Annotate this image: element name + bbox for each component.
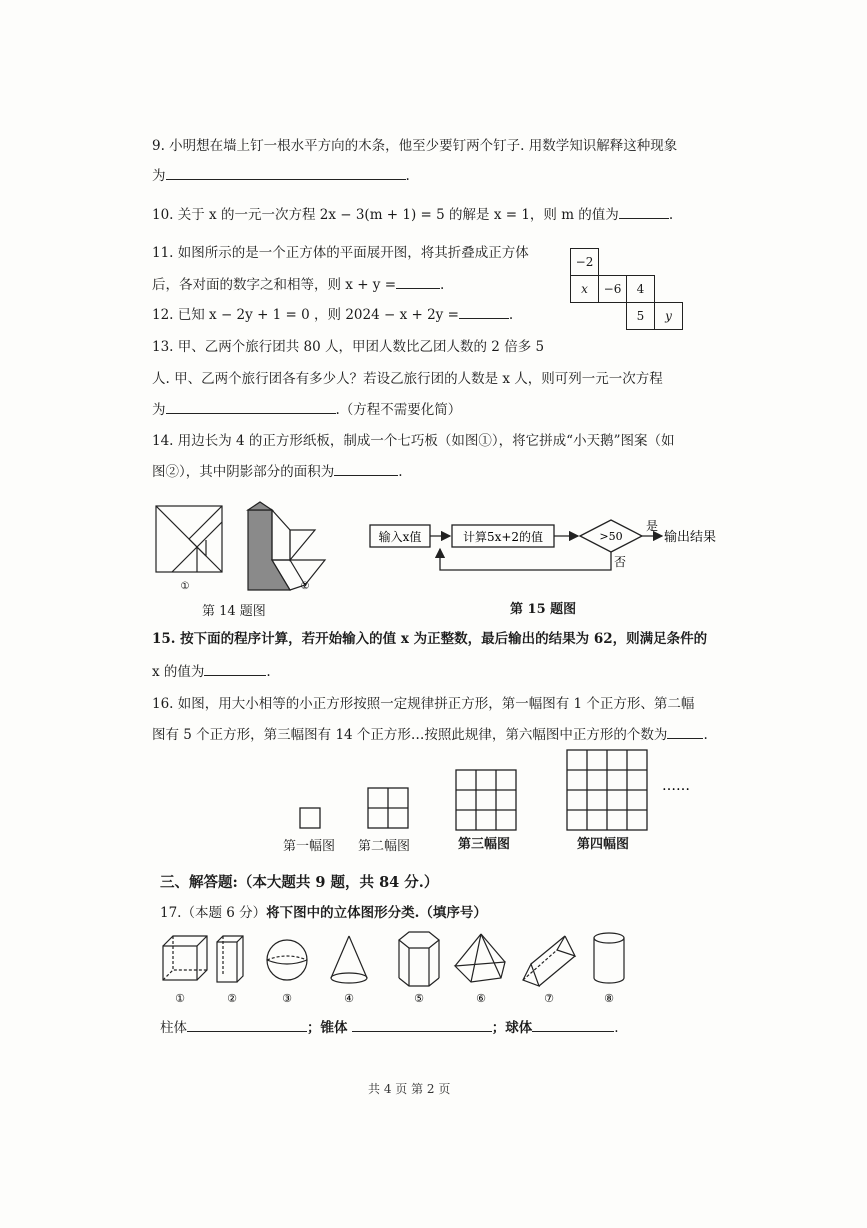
flow-condition-label: >50 — [599, 530, 623, 543]
net-cell: −2 — [571, 249, 599, 276]
solid-cone — [331, 936, 367, 983]
answer-sphere-label: ；球体 — [491, 1020, 533, 1036]
q12-suffix: . — [508, 307, 514, 323]
pattern-ellipsis: …… — [662, 778, 690, 794]
grid-3x3 — [456, 770, 516, 830]
q12 — [152, 306, 513, 324]
solid-cylinder — [594, 933, 624, 983]
q16-line2 — [152, 726, 708, 744]
flowchart-figure — [368, 512, 728, 576]
q15-line1: 15. 按下面的程序计算，若开始输入的值 x 为正整数，最后输出的结果为 62，则满足条件的 — [152, 631, 708, 647]
solid-label-5: ⑤ — [414, 992, 424, 1005]
q11-line1: 11. 如图所示的是一个正方体的平面展开图，将其折叠成正方体 — [152, 245, 529, 261]
swan-shaded-region — [248, 510, 290, 590]
q16-text: 图有 5 个正方形，第三幅图有 14 个正方形…按照此规律，第六幅图中正方形的个数为 — [152, 727, 668, 743]
fig16-cap3: 第三幅图 — [458, 837, 511, 852]
solid-hex-prism — [399, 932, 439, 986]
grid-1x1 — [300, 808, 320, 828]
q16-line1: 16. 如图，用大小相等的小正方形按照一定规律拼正方形，第一幅图有 1 个正方形、第二幅 — [152, 696, 695, 712]
flow-input-label: 输入x值 — [378, 530, 422, 544]
answer-pyramid-label: ；锥体 — [307, 1020, 348, 1036]
solid-label-4: ④ — [344, 992, 354, 1005]
fig14-label1: ① — [180, 581, 190, 592]
answer-pyramid-blank[interactable] — [352, 1019, 492, 1032]
q14-answer-blank[interactable] — [334, 463, 398, 476]
answer-prism-blank[interactable] — [187, 1019, 307, 1032]
fig16-cap1: 第一幅图 — [283, 839, 336, 854]
net-cell: y — [655, 303, 683, 330]
solid-tri-prism — [523, 936, 575, 986]
answer-prism-label: 柱体 — [160, 1020, 187, 1036]
fig16-cap4: 第四幅图 — [577, 837, 630, 852]
q13-answer-blank[interactable] — [166, 401, 336, 414]
q13-suffix: .（方程不需要化简） — [335, 402, 462, 418]
q17-end: . — [614, 1020, 619, 1036]
q13-line1: 13. 甲、乙两个旅行团共 80 人，甲团人数比乙团人数的 2 倍多 5 — [152, 339, 545, 355]
q9-suffix: . — [405, 168, 410, 184]
solid-pyramid — [455, 934, 505, 982]
solid-cube — [163, 936, 207, 980]
section3-title: 三、解答题:（本大题共 9 题，共 84 分.） — [160, 874, 439, 891]
solid-label-1: ① — [175, 992, 185, 1005]
solid-sphere — [267, 940, 307, 980]
q10-text: 10. 关于 x 的一元一次方程 2x − 3(m + 1) = 5 的解是 x = 1，则 m 的值为 — [152, 207, 619, 223]
q13-line3 — [152, 401, 461, 419]
q13-line2: 人. 甲、乙两个旅行团各有多少人？若设乙旅行团的人数是 x 人，则可列一元一次方程 — [152, 371, 663, 387]
q9-answer-blank[interactable] — [166, 167, 406, 180]
q12-answer-blank[interactable] — [459, 306, 509, 319]
solid-label-7: ⑦ — [544, 992, 554, 1005]
net-cell: x — [571, 276, 599, 303]
q14-suffix: . — [398, 464, 403, 480]
grid-2x2 — [368, 788, 408, 828]
cube-net — [570, 248, 683, 330]
q9-line2 — [152, 167, 410, 185]
flow-output-label: 输出结果 — [664, 530, 717, 545]
square-pattern-figure — [290, 748, 710, 834]
q11-answer-blank[interactable] — [396, 276, 440, 289]
q15-line2 — [152, 663, 271, 681]
q14-text: 图②），其中阴影部分的面积为 — [152, 464, 335, 480]
solid-label-3: ③ — [282, 992, 292, 1005]
fig15-caption: 第 15 题图 — [510, 602, 577, 617]
q14-line2 — [152, 463, 403, 481]
q15-text: x 的值为 — [152, 664, 205, 680]
q17-answers — [160, 1019, 619, 1037]
solid-label-2: ② — [227, 992, 237, 1005]
q15-answer-blank[interactable] — [204, 663, 266, 676]
q11-text: 后，各对面的数字之和相等，则 x + y = — [152, 277, 397, 293]
fig14-caption: 第 14 题图 — [202, 604, 266, 619]
net-cell: 4 — [627, 276, 655, 303]
page-footer: 共 4 页 第 2 页 — [368, 1082, 451, 1096]
grid-4x4 — [567, 750, 647, 830]
q10-answer-blank[interactable] — [619, 206, 669, 219]
q9-line1: 9. 小明想在墙上钉一根水平方向的木条，他至少要钉两个钉子. 用数学知识解释这种现象 — [152, 138, 678, 154]
q9-prefix: 为 — [152, 168, 166, 184]
solids-figure — [155, 928, 645, 1008]
q17-points: 17.（本题 6 分） — [160, 905, 267, 921]
solid-label-6: ⑥ — [476, 992, 486, 1005]
q16-answer-blank[interactable] — [667, 726, 703, 739]
answer-sphere-blank[interactable] — [532, 1019, 614, 1032]
fig16-cap2: 第二幅图 — [358, 839, 411, 854]
flow-no-label: 否 — [614, 555, 627, 569]
flow-compute-label: 计算5x+2的值 — [462, 530, 544, 544]
q15-suffix: . — [266, 664, 271, 680]
net-cell: 5 — [627, 303, 655, 330]
q13-prefix: 为 — [152, 402, 166, 418]
q11-suffix: . — [440, 277, 445, 293]
q11-line2 — [152, 276, 444, 294]
flow-yes-label: 是 — [646, 519, 659, 533]
q14-line1: 14. 用边长为 4 的正方形纸板，制成一个七巧板（如图①），将它拼成“小天鹅”图案（如 — [152, 433, 675, 449]
tangram-figure — [150, 500, 350, 595]
solid-label-8: ⑧ — [604, 992, 614, 1005]
q17-header — [160, 904, 487, 922]
q10 — [152, 206, 673, 224]
q10-suffix: . — [668, 207, 674, 223]
net-cell: −6 — [599, 276, 627, 303]
q12-text: 12. 已知 x − 2y + 1 = 0 ，则 2024 − x + 2y = — [152, 307, 459, 323]
solid-rect-prism — [217, 936, 243, 982]
q16-suffix: . — [703, 727, 708, 743]
fig14-label2: ② — [300, 581, 310, 592]
q17-text: 将下图中的立体图形分类.（填序号） — [266, 905, 487, 921]
